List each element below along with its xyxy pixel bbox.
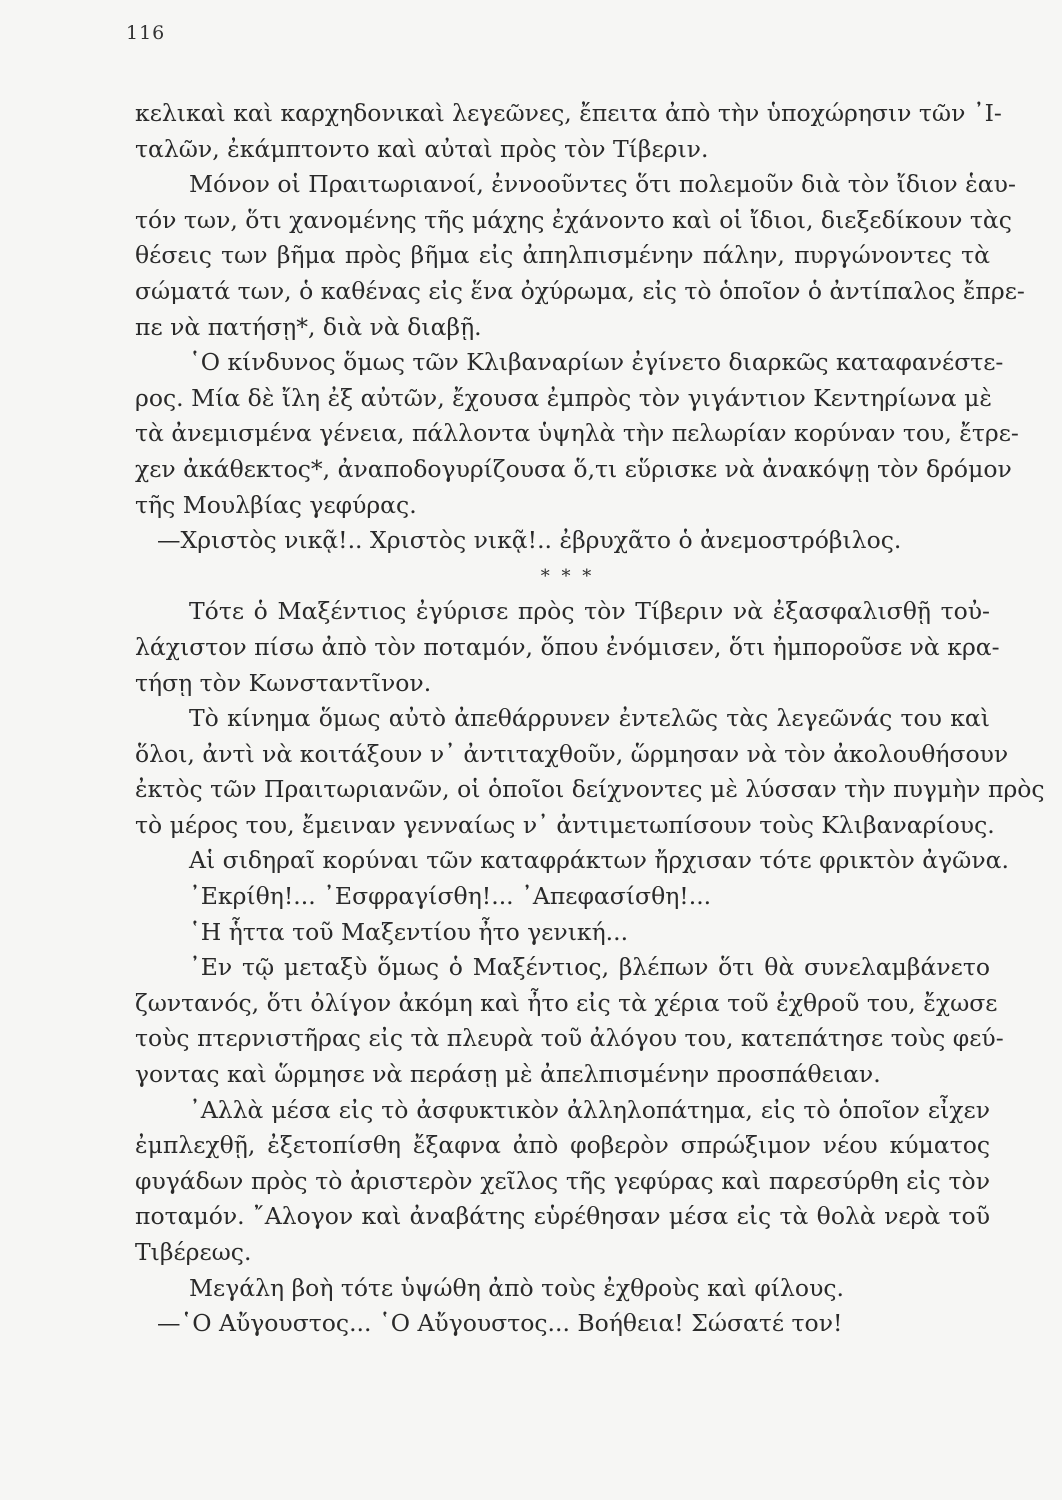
text-line: τοὺς πτερνιστῆρας εἰς τὰ πλευρὰ τοῦ ἀλόγου του, κατεπάτησε τοὺς φεύ- [135,1024,1004,1053]
text-line: Μεγάλη βοὴ τότε ὑψώθη ἀπὸ τοὺς ἐχθροὺς καὶ φίλους. [189,1273,844,1302]
page-number: 116 [126,22,166,44]
text-line: τὰ ἀνεμισμένα γένεια, πάλλοντα ὑψηλὰ τὴν πελωρίαν κορύναν του, ἔτρε- [135,419,1019,448]
text-line: σώματά των, ὁ καθένας εἰς ἕνα ὀχύρωμα, εἰς τὸ ὁποῖον ὁ ἀντίπαλος ἔπρε- [135,276,1025,305]
text-line: Τότε ὁ Μαξέντιος ἐγύρισε πρὸς τὸν Τίβεριν νὰ ἐξασφαλισθῇ τοὐ- [189,597,990,626]
text-line: Αἱ σιδηραῖ κορύναι τῶν καταφράκτων ἤρχισαν τότε φρικτὸν ἀγῶνα. [189,846,1009,875]
text-line: τήσῃ τὸν Κωνσταντῖνον. [135,668,432,697]
text-line: ἐκτὸς τῶν Πραιτωριανῶν, οἱ ὁποῖοι δείχνοντες μὲ λύσσαν τὴν πυγμὴν πρὸς [135,775,1045,804]
text-line: ὅλοι, ἀντὶ νὰ κοιτάξουν ν᾿ ἀντιταχθοῦν, ὥρμησαν νὰ τὸν ἀκολουθήσουν [135,739,1009,768]
text-line: Τὸ κίνημα ὅμως αὐτὸ ἀπεθάρρυνεν ἐντελῶς τὰς λεγεῶνάς του καὶ [189,704,990,733]
text-line: ρος. Μία δὲ ἴλη ἐξ αὐτῶν, ἔχουσα ἐμπρὸς τὸν γιγάντιον Κεντηρίωνα μὲ [135,383,993,412]
text-line: χεν ἀκάθεκτος*, ἀναποδογυρίζουσα ὅ,τι εὕρισκε νὰ ἀνακόψῃ τὸν δρόμον [135,454,1012,483]
text-line: ῾Ο κίνδυνος ὅμως τῶν Κλιβαναρίων ἐγίνετο διαρκῶς καταφανέστε- [189,348,1004,377]
text-line: τὸ μέρος του, ἔμειναν γενναίως ν᾿ ἀντιμετωπίσουν τοὺς Κλιβαναρίους. [135,810,995,839]
text-line: ᾿Εκρίθη!... ᾿Εσφραγίσθη!... ᾿Απεφασίσθη!... [189,882,712,911]
text-line: Μόνον οἱ Πραιτωριανοί, ἐννοοῦντες ὅτι πολεμοῦν διὰ τὸν ἴδιον ἑαυ- [189,170,1016,199]
text-line: —῾Ο Αὔγουστος... ῾Ο Αὔγουστος... Βοήθεια! Σώσατέ τον! [157,1309,843,1338]
text-line: λάχιστον πίσω ἀπὸ τὸν ποταμόν, ὅπου ἐνόμισεν, ὅτι ἠμποροῦσε νὰ κρα- [135,632,1000,661]
text-line: κελικαὶ καὶ καρχηδονικαὶ λεγεῶνες, ἔπειτα ἀπὸ τὴν ὑποχώρησιν τῶν ᾿Ι- [135,99,1002,127]
text-line: ἐμπλεχθῇ, ἐξετοπίσθη ἔξαφνα ἀπὸ φοβερὸν σπρώξιμον νέου κύματος [135,1131,990,1160]
body-text [135,96,1045,1342]
text-line: ᾿Εν τῷ μεταξὺ ὅμως ὁ Μαξέντιος, βλέπων ὅτι θὰ συνελαμβάνετο [189,953,990,982]
text-line: φυγάδων πρὸς τὸ ἀριστερὸν χεῖλος τῆς γεφύρας καὶ παρεσύρθη εἰς τὸν [135,1166,990,1195]
text-line: ποταμόν. ῎Αλογον καὶ ἀναβάτης εὑρέθησαν μέσα εἰς τὰ θολὰ νερὰ τοῦ [135,1202,990,1231]
text-line: Τιβέρεως. [135,1238,252,1266]
text-line: θέσεις των βῆμα πρὸς βῆμα εἰς ἀπηλπισμένην πάλην, πυργώνοντες τὰ [135,241,990,270]
text-line: τῆς Μουλβίας γεφύρας. [135,490,417,519]
text-line: τόν των, ὅτι χανομένης τῆς μάχης ἐχάνοντο καὶ οἱ ἴδιοι, διεξεδίκουν τὰς [135,205,1012,234]
text-line: ῾Η ἧττα τοῦ Μαξεντίου ἦτο γενική... [189,917,629,946]
text-line: γοντας καὶ ὥρμησε νὰ περάσῃ μὲ ἀπελπισμένην προσπάθειαν. [135,1060,881,1089]
text-line: —Χριστὸς νικᾷ!.. Χριστὸς νικᾷ!.. ἐβρυχᾶτο ὁ ἀνεμοστρόβιλος. [157,526,902,555]
text-line: ταλῶν, ἐκάμπτοντο καὶ αὐταὶ πρὸς τὸν Τίβεριν. [135,134,709,163]
text-line: πε νὰ πατήσῃ*, διὰ νὰ διαβῇ. [135,312,482,341]
section-break: * * * [540,565,595,587]
text-line: ζωντανός, ὅτι ὀλίγον ἀκόμη καὶ ἦτο εἰς τὰ χέρια τοῦ ἐχθροῦ του, ἔχωσε [135,988,998,1017]
text-line: ᾿Αλλὰ μέσα εἰς τὸ ἀσφυκτικὸν ἀλληλοπάτημα, εἰς τὸ ὁποῖον εἶχεν [189,1095,990,1124]
